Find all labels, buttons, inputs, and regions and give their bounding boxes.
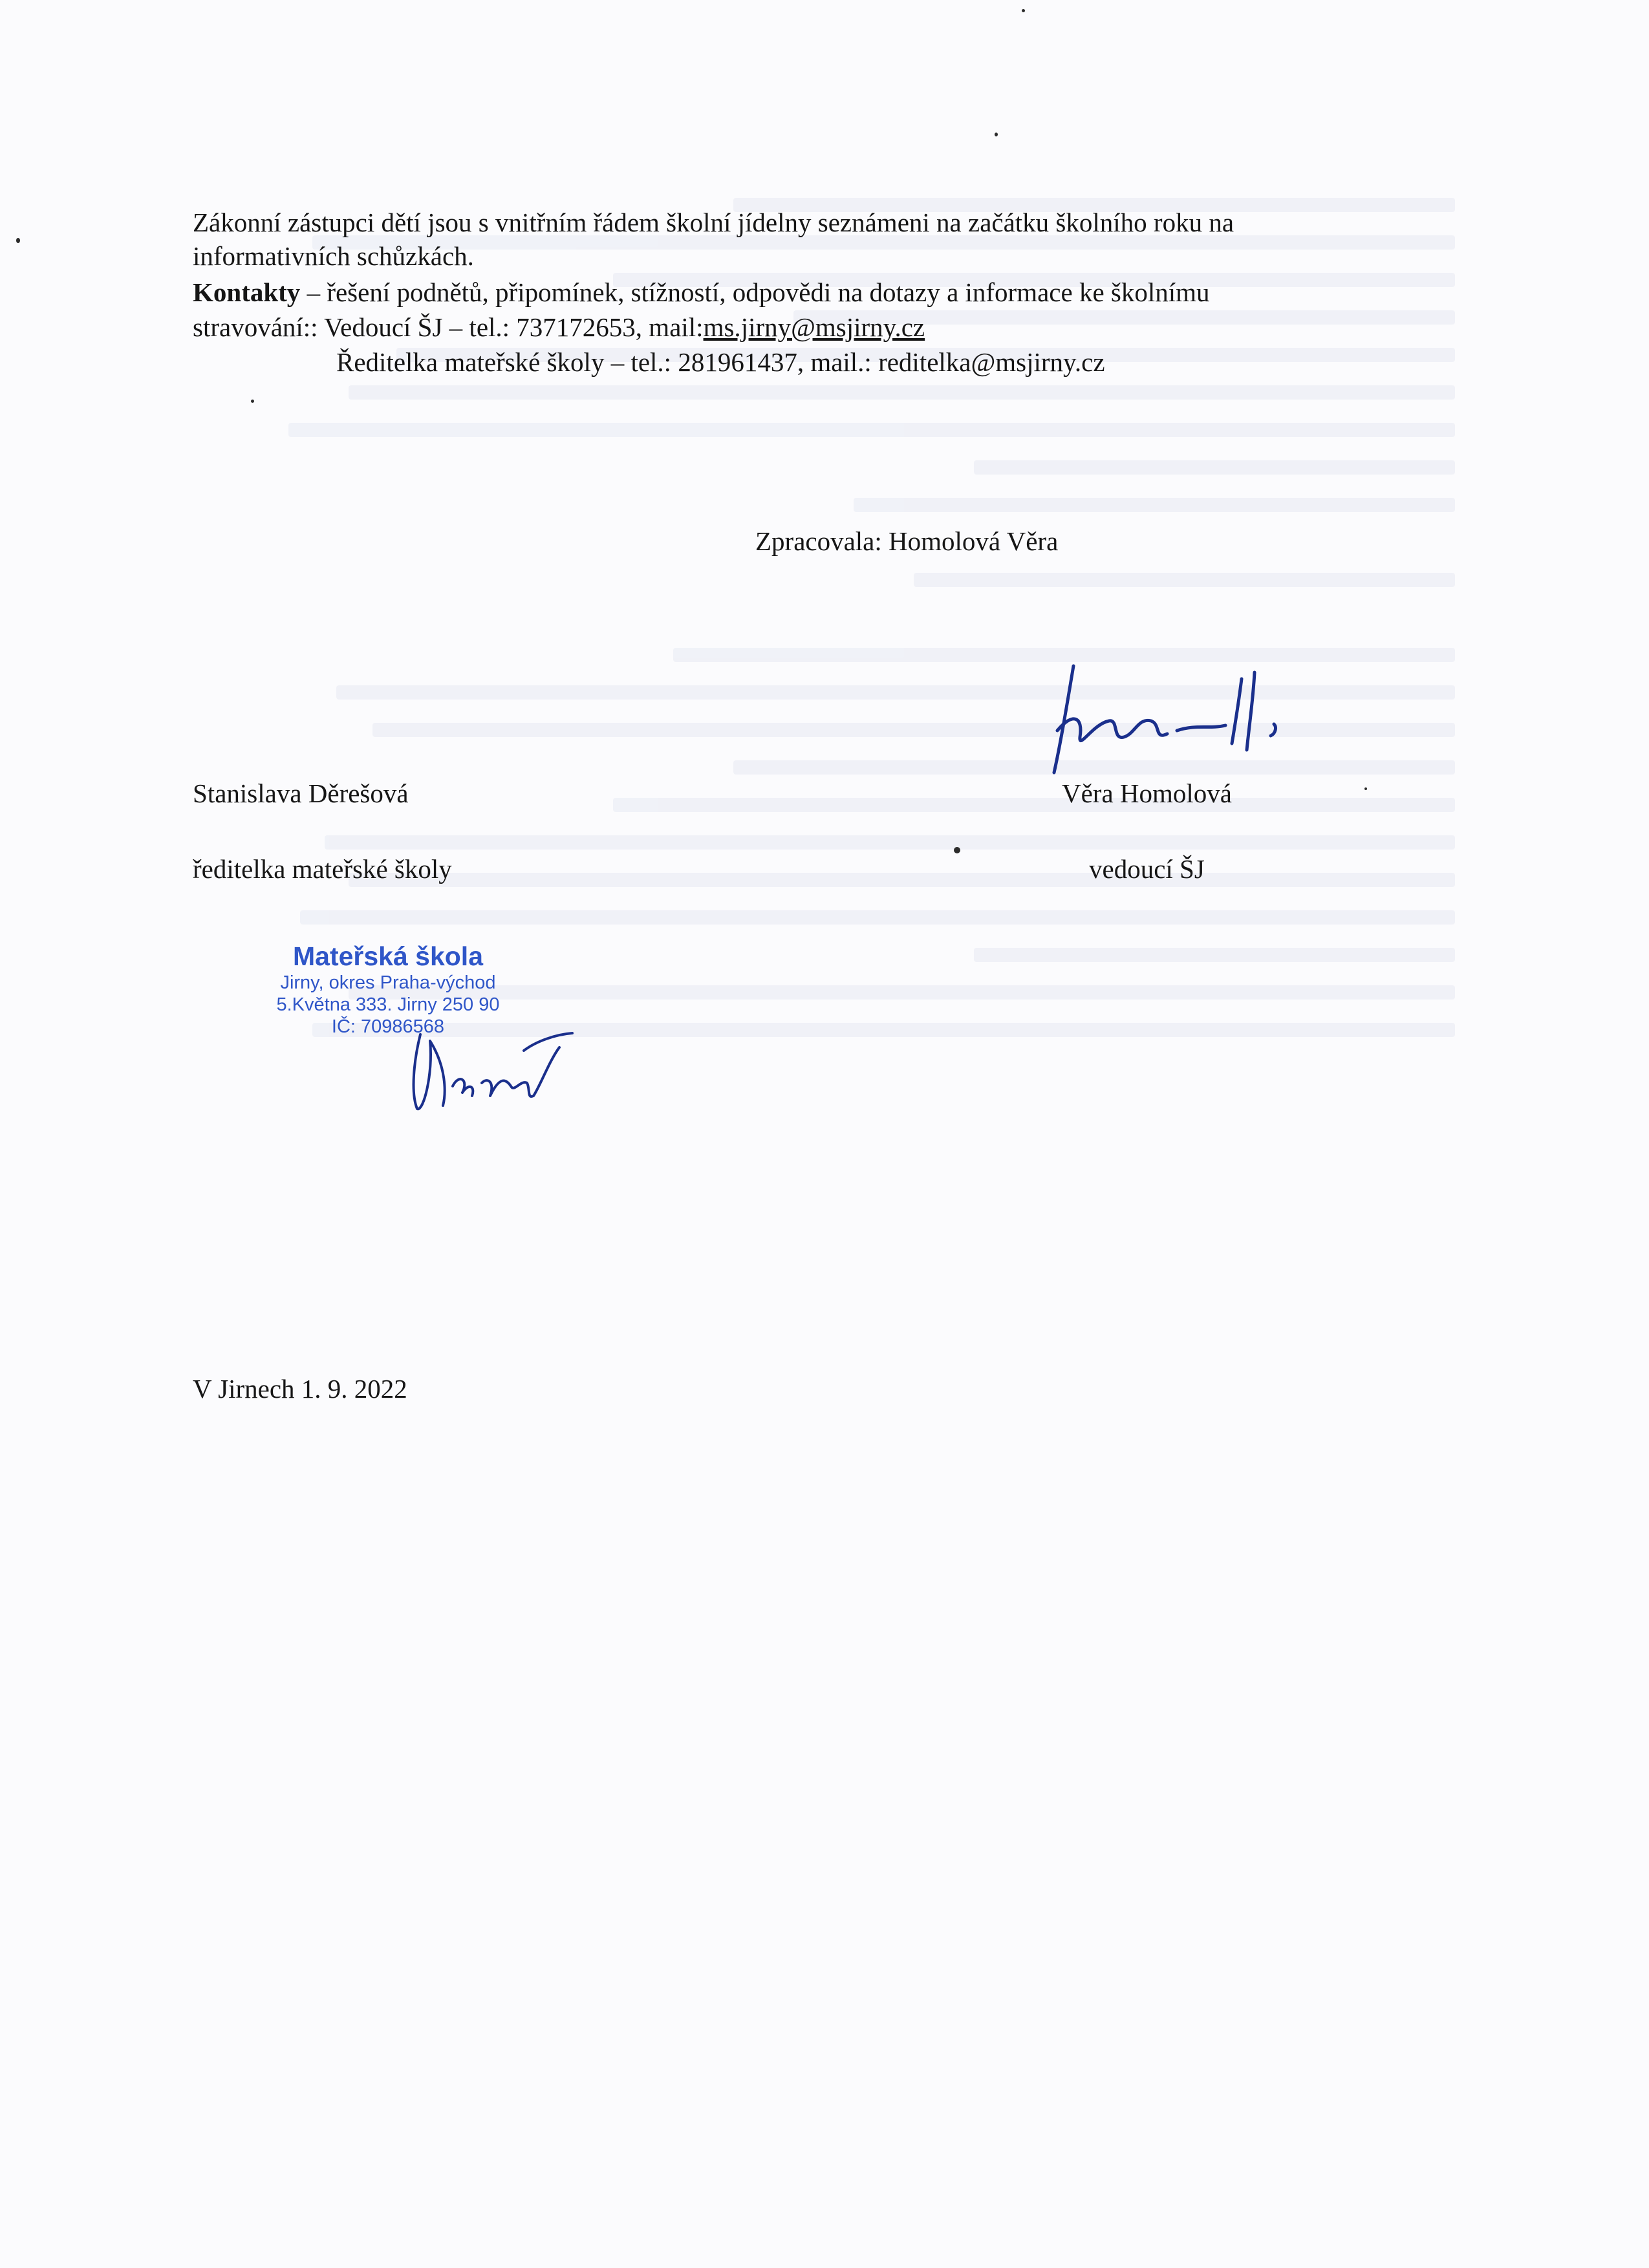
speck <box>995 133 998 136</box>
prepared-by: Zpracovala: Homolová Věra <box>755 526 1059 556</box>
email-link[interactable]: ms.jirny@msjirny.cz <box>703 312 925 342</box>
contacts-text-2: stravování:: Vedoucí ŠJ – tel.: 737172653, mail: <box>193 312 704 342</box>
contacts-line-3: Ředitelka mateřské školy – tel.: 281961437, mail.: reditelka@msjirny.cz <box>336 347 1105 377</box>
left-signatory-name: Stanislava Děrešová <box>193 778 409 808</box>
right-signatory-name: Věra Homolová <box>1062 778 1232 808</box>
speck <box>1022 9 1025 12</box>
stamp-line-1: Jirny, okres Praha-východ <box>280 972 496 993</box>
stamp-line-3: IČ: 70986568 <box>331 1016 445 1037</box>
speck <box>954 847 960 853</box>
speck <box>1364 787 1367 790</box>
contacts-text-1: – řešení podnětů, připomínek, stížností, odpovědi na dotazy a informace ke školnímu <box>300 277 1210 307</box>
signature-deresova <box>407 1022 576 1118</box>
stamp-line-2: 5.Května 333. Jirny 250 90 <box>276 994 500 1015</box>
intro-line-1: Zákonní zástupci dětí jsou s vnitřním řádem školní jídelny seznámeni na začátku školního roku na <box>193 208 1234 237</box>
contacts-label: Kontakty <box>193 277 301 307</box>
stamp-title: Mateřská škola <box>292 941 483 971</box>
intro-line-2: informativních schůzkách. <box>193 241 474 271</box>
left-signatory-role: ředitelka mateřské školy <box>193 854 452 884</box>
right-signatory-role: vedoucí ŠJ <box>1089 854 1205 884</box>
place-date: V Jirnech 1. 9. 2022 <box>193 1374 407 1404</box>
contacts-line-1 <box>193 275 1210 309</box>
speck <box>16 238 20 243</box>
speck <box>251 400 254 403</box>
signature-homolova <box>1048 653 1319 782</box>
contacts-line-2 <box>193 310 925 344</box>
